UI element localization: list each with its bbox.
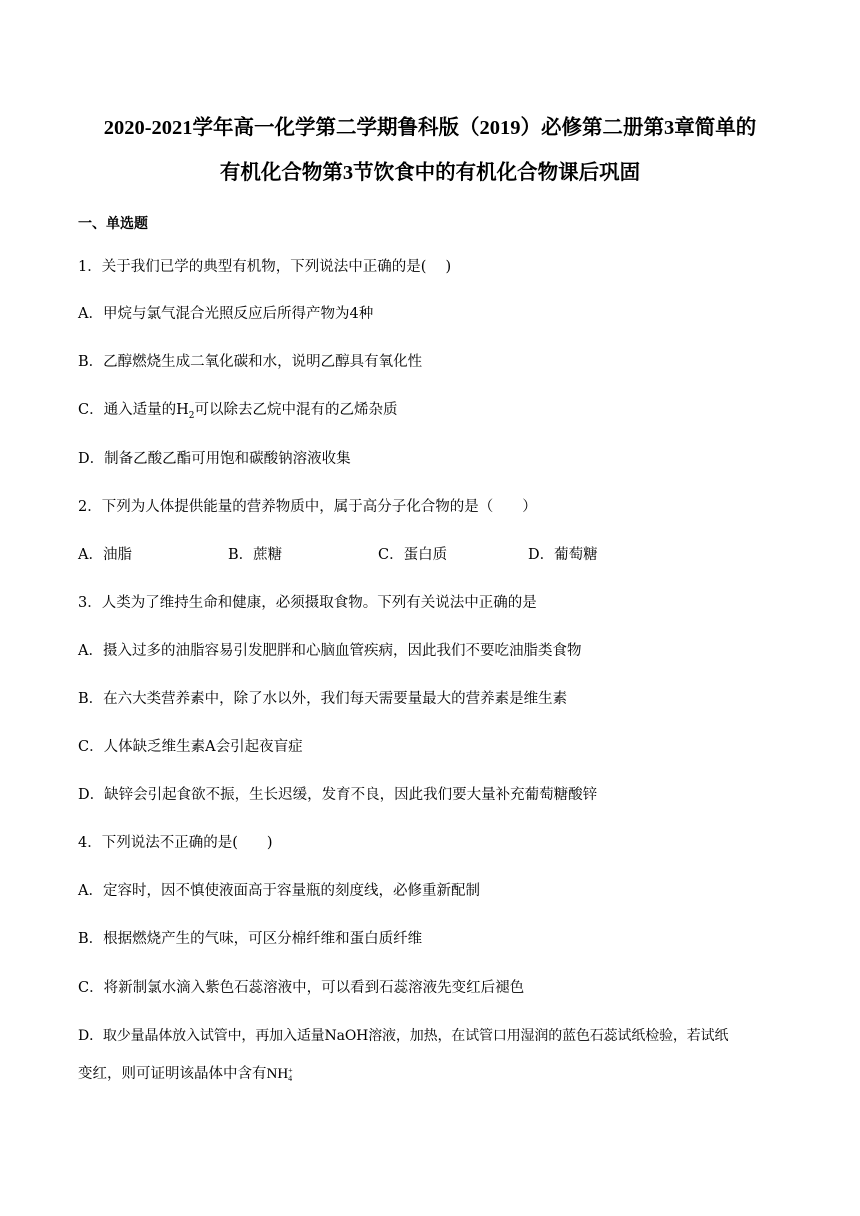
question-3-stem: 3．人类为了维持生命和健康，必须摄取食物。下列有关说法中正确的是: [78, 595, 537, 611]
ammonium-charge: +: [288, 1065, 293, 1075]
option-c-text-end: 可以除去乙烷中混有的乙烯杂质: [194, 402, 398, 418]
question-3-option-a: A．摄入过多的油脂容易引发肥胖和心脑血管疾病，因此我们不要吃油脂类食物: [78, 643, 582, 659]
question-3-option-d: D．缺锌会引起食欲不振，生长迟缓，发育不良，因此我们要大量补充葡萄糖酸锌: [78, 787, 598, 803]
question-2-stem: 2．下列为人体提供能量的营养物质中，属于高分子化合物的是（ ）: [78, 499, 537, 515]
question-3-option-b: B．在六大类营养素中，除了水以外，我们每天需要量最大的营养素是维生素: [78, 691, 568, 707]
option-d-text: 变红，则可证明该晶体中含有: [78, 1066, 267, 1082]
question-2-option-b: B．蔗糖: [228, 547, 283, 563]
question-2-option-c: C．蛋白质: [378, 547, 448, 563]
question-4-option-b: B．根据燃烧产生的气味，可区分棉纤维和蛋白质纤维: [78, 931, 423, 947]
ammonium-subscript: 4: [288, 1073, 293, 1083]
ammonium-base: NH: [266, 1066, 289, 1082]
question-4-option-d-line-2: [78, 1064, 293, 1084]
question-4-option-a: A．定容时，因不慎使液面高于容量瓶的刻度线，必修重新配制: [78, 883, 480, 899]
option-c-text-start: C．通入适量的H: [78, 402, 189, 418]
question-1-option-a: A．甲烷与氯气混合光照反应后所得产物为4种: [78, 306, 374, 322]
question-1-option-b: B．乙醇燃烧生成二氧化碳和水，说明乙醇具有氧化性: [78, 354, 423, 370]
question-2-option-a: A．油脂: [78, 547, 132, 563]
subscript-2: 2: [188, 410, 195, 421]
question-4-option-d-line-1: D．取少量晶体放入试管中，再加入适量NaOH溶液，加热，在试管口用湿润的蓝色石蕊试纸检验，若试纸: [78, 1028, 729, 1044]
ammonium-formula: [267, 1066, 293, 1082]
document-title-line-1: 2020-2021学年高一化学第二学期鲁科版（2019）必修第二册第3章简单的: [103, 117, 757, 139]
question-2-option-d: D．葡萄糖: [528, 547, 598, 563]
question-1-stem: 1．关于我们已学的典型有机物，下列说法中正确的是( ): [78, 259, 452, 275]
document-title-line-2: 有机化合物第3节饮食中的有机化合物课后巩固: [219, 162, 641, 184]
question-4-option-c: C．将新制氯水滴入紫色石蕊溶液中，可以看到石蕊溶液先变红后褪色: [78, 980, 525, 996]
question-4-stem: 4．下列说法不正确的是( ): [78, 835, 273, 851]
ammonium-charge-stack: [288, 1067, 293, 1083]
question-1-option-d: D．制备乙酸乙酯可用饱和碳酸钠溶液收集: [78, 451, 351, 467]
question-1-option-c: [78, 400, 397, 420]
question-3-option-c: C．人体缺乏维生素A会引起夜盲症: [78, 739, 303, 755]
section-heading: 一、单选题: [78, 216, 148, 232]
